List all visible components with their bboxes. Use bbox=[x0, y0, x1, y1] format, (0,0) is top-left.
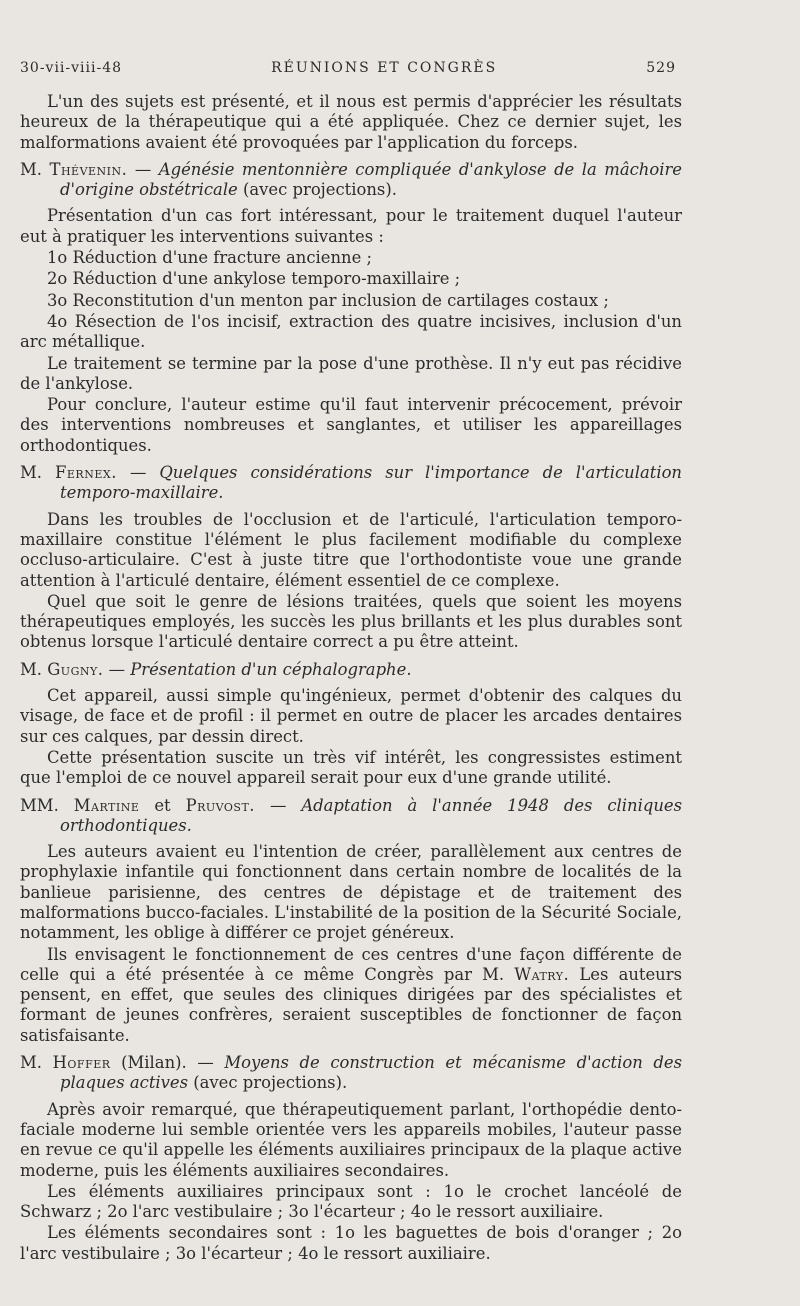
entry-dash: — bbox=[127, 159, 159, 179]
paragraph: Présentation d'un cas fort intéressant, pour le traitement duquel l'auteur eut à pratiquer les interventions suivantes : bbox=[20, 206, 682, 246]
communication-entry-hoffer bbox=[20, 1053, 682, 1094]
paragraph: Après avoir remarqué, que thérapeutiquement parlant, l'orthopédie dento-faciale moderne lui semble orientée vers les appareils mobiles, l'auteur passe en revue ce qu'il appelle les éléments auxiliaires principaux de la plaque active moderne, puis les éléments auxiliaires secondaires. bbox=[20, 1099, 682, 1180]
entry-prefix: M. bbox=[20, 463, 42, 483]
running-header bbox=[20, 60, 682, 76]
paragraph: Les éléments secondaires sont : 1o les baguettes de bois d'oranger ; 2o l'arc vestibulaire ; 3o l'écarteur ; 4o le ressort auxiliaire. bbox=[20, 1223, 682, 1263]
paragraph: Le traitement se termine par la pose d'une prothèse. Il n'y eut pas récidive de l'ankylose. bbox=[20, 353, 682, 393]
communication-entry-martine-pruvost bbox=[20, 796, 682, 837]
paragraph: Les éléments auxiliaires principaux sont : 1o le crochet lancéolé de Schwarz ; 2o l'arc vestibulaire ; 3o l'écarteur ; 4o le ressort auxiliaire. bbox=[20, 1181, 682, 1222]
entry-suffix: (avec projections). bbox=[188, 1073, 348, 1093]
paragraph-text: Ils envisagent le fonctionnement de ces centres d'une façon différente de celle qui a été présentée à ce même Congrès par M. bbox=[20, 944, 682, 984]
entry-title: Agénésie mentonnière compliquée d'ankylose de la mâchoire d'origine obstétricale bbox=[60, 159, 682, 200]
entry-prefix: M. bbox=[20, 659, 42, 679]
entry-prefix: M. bbox=[20, 1053, 42, 1073]
page-number: 529 bbox=[646, 60, 676, 76]
entry-title: Quelques considérations sur l'importance de l'articulation temporo-maxillaire. bbox=[60, 463, 682, 503]
list-item: 1o Réduction d'une fracture ancienne ; bbox=[47, 248, 372, 268]
list-item: 2o Réduction d'une ankylose temporo-maxillaire ; bbox=[47, 269, 461, 289]
entry-title: Adaptation à l'année 1948 des cliniques orthodontiques. bbox=[60, 795, 682, 835]
entry-conjunction: et bbox=[139, 795, 186, 815]
cited-name: Watry. bbox=[514, 964, 570, 984]
paragraph: Pour conclure, l'auteur estime qu'il faut intervenir précocement, prévoir des interventions nombreuses et sanglantes, et utiliser les appareillages orthodontiques. bbox=[20, 395, 682, 455]
paragraph-text: Les auteurs pensent, en effet, que seules des cliniques dirigées par des spécialistes et formant de jeunes confrères, seraient susceptibles de fonctionner de façon satisfaisante. bbox=[20, 964, 682, 1045]
paragraph: Cet appareil, aussi simple qu'ingénieux, permet d'obtenir des calques du visage, de face et de profil : il permet en outre de placer les arcades dentaires sur ces calques, par dessin direct. bbox=[20, 686, 682, 746]
entry-title: Présentation d'un céphalographe. bbox=[130, 659, 412, 679]
entry-dash: — bbox=[255, 795, 302, 815]
entry-prefix: M. bbox=[20, 159, 42, 179]
entry-dash: — bbox=[103, 659, 131, 679]
paragraph: Cette présentation suscite un très vif intérêt, les congressistes estiment que l'emploi de ce nouvel appareil serait pour eux d'une grande utilité. bbox=[20, 747, 682, 788]
entry-author: Hoffer bbox=[52, 1053, 111, 1073]
entry-title: Moyens de construction et mécanisme d'action des plaques actives bbox=[60, 1053, 682, 1093]
entry-author: Martine bbox=[73, 795, 140, 815]
entry-author: Thévenin. bbox=[49, 159, 128, 179]
entry-place: (Milan). bbox=[110, 1053, 187, 1073]
header-date: 30-vii-viii-48 bbox=[20, 60, 123, 76]
paragraph: Quel que soit le genre de lésions traitées, quels que soient les moyens thérapeutiques employés, les succès les plus brillants et les plus durables sont obtenus lorsque l'articulé dentaire correct a pu être atteint. bbox=[20, 591, 682, 652]
entry-dash: — bbox=[116, 463, 160, 483]
entry-suffix: (avec projections). bbox=[237, 180, 397, 200]
header-title: RÉUNIONS ET CONGRÈS bbox=[271, 60, 498, 76]
paragraph bbox=[20, 945, 682, 1046]
list-item: 4o Résection de l'os incisif, extraction des quatre incisives, inclusion d'un arc métallique. bbox=[20, 311, 682, 352]
communication-entry-gugny bbox=[20, 660, 682, 680]
entry-prefix: MM. bbox=[20, 795, 59, 815]
paragraph: L'un des sujets est présenté, et il nous est permis d'apprécier les résultats heureux de la thérapeutique qui a été appliquée. Chez ce dernier sujet, les malformations avaient été provoquées par l'application du forceps. bbox=[20, 92, 682, 152]
paragraph: Les auteurs avaient eu l'intention de créer, parallèlement aux centres de prophylaxie infantile qui fonctionnent dans certain nombre de localités de la banlieue parisienne, des centres de dépistage et de traitement des malformations bucco-faciales. L'instabilité de la position de la Sécurité Sociale, notamment, les oblige à différer ce projet généreux. bbox=[20, 842, 682, 943]
body-text bbox=[20, 92, 682, 1264]
communication-entry-fernex bbox=[20, 463, 682, 504]
entry-author: Pruvost. bbox=[185, 795, 256, 815]
entry-author: Fernex. bbox=[55, 463, 117, 483]
list-item: 3o Reconstitution d'un menton par inclusion de cartilages costaux ; bbox=[47, 290, 609, 310]
entry-author: Gugny. bbox=[47, 659, 104, 679]
entry-dash: — bbox=[186, 1053, 225, 1073]
paragraph: Dans les troubles de l'occlusion et de l'articulé, l'articulation temporo-maxillaire constitue l'élément le plus facilement modifiable du complexe occluso-articulaire. C'est à juste titre que l'orthodontiste voue une grande attention à l'articulé dentaire, élément essentiel de ce complexe. bbox=[20, 509, 682, 590]
communication-entry-thevenin bbox=[20, 160, 682, 201]
